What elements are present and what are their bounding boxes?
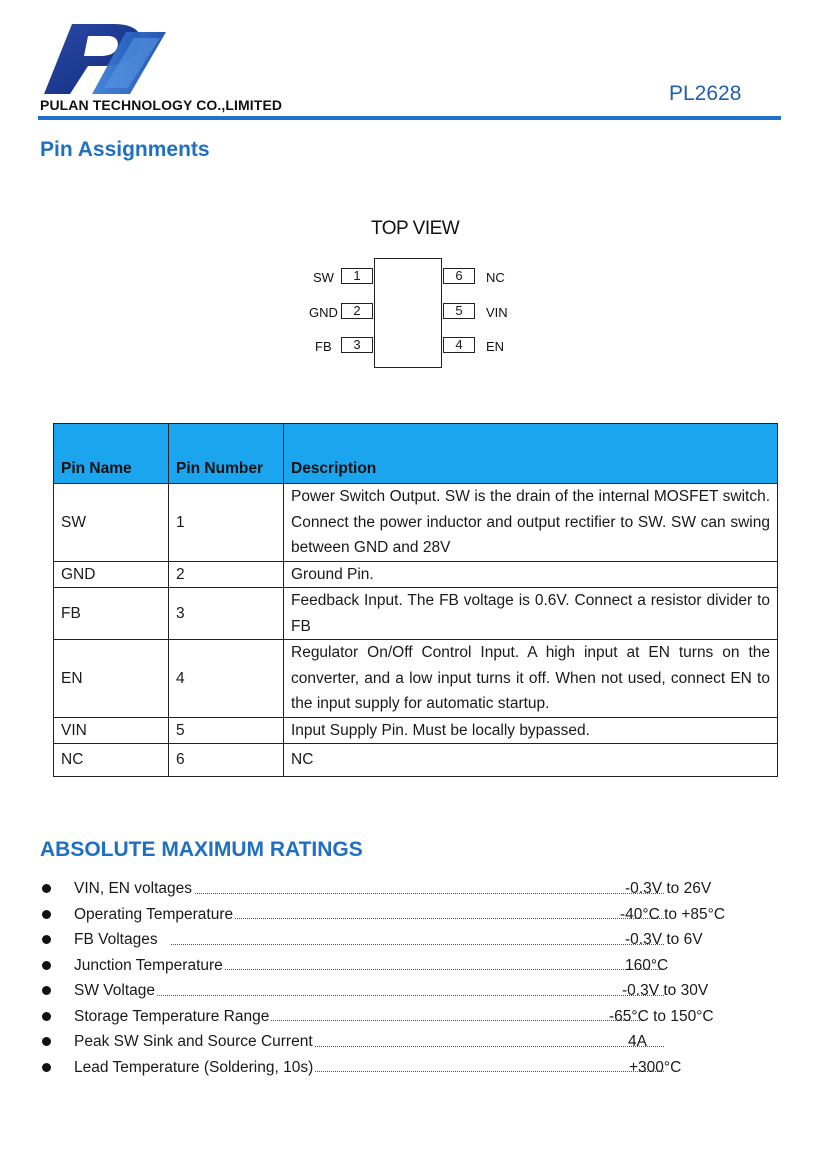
header-description: Description: [284, 424, 778, 484]
header-pin-name: Pin Name: [54, 424, 169, 484]
cell-description: Feedback Input. The FB voltage is 0.6V. Connect a resistor divider to FB: [284, 588, 778, 640]
table-row: [54, 588, 778, 640]
cell-description: Regulator On/Off Control Input. A high input at EN turns on the converter, and a low input turns it off. When not used, connect EN to the input supply for automatic startup.: [284, 640, 778, 718]
ratings-list: [40, 876, 760, 1080]
cell-pin-name: GND: [54, 561, 169, 588]
header-rule: [38, 116, 781, 120]
list-item: [40, 1004, 760, 1030]
rating-value: -0.3V to 26V: [625, 880, 712, 897]
rating-value: 160°C: [625, 956, 669, 974]
cell-pin-name: NC: [54, 744, 169, 777]
bullet-icon: [42, 884, 51, 893]
pin-box-3: 3: [341, 337, 373, 353]
bullet-icon: [42, 986, 51, 995]
list-item: [40, 876, 760, 902]
rating-label: Junction Temperature: [74, 953, 225, 979]
pin-assignments-title: Pin Assignments: [40, 138, 210, 161]
header-pin-number: Pin Number: [169, 424, 284, 484]
pin-table: [53, 423, 778, 777]
cell-description: NC: [284, 744, 778, 777]
top-view-label: TOP VIEW: [371, 218, 460, 239]
rating-label: FB Voltages: [74, 927, 170, 953]
list-item: [40, 1055, 760, 1081]
cell-pin-number: 6: [169, 744, 284, 777]
bullet-icon: [42, 961, 51, 970]
rating-value: -40°C to +85°C: [620, 905, 726, 923]
bullet-icon: [42, 1037, 51, 1046]
cell-pin-number: 5: [169, 717, 284, 744]
dot-leader: [74, 978, 664, 1004]
rating-value: +300°C: [629, 1058, 682, 1076]
pin-label-vin: VIN: [486, 305, 508, 320]
pin-label-en: EN: [486, 339, 505, 354]
pin-box-1: 1: [341, 268, 373, 284]
rating-label: Peak SW Sink and Source Current: [74, 1029, 315, 1055]
table-header-row: [54, 424, 778, 484]
bullet-icon: [42, 1012, 51, 1021]
rating-label: Lead Temperature (Soldering, 10s): [74, 1055, 315, 1081]
cell-pin-name: VIN: [54, 717, 169, 744]
pin-box-2: 2: [341, 303, 373, 319]
cell-pin-number: 1: [169, 484, 284, 562]
pin-box-4: 4: [443, 337, 475, 353]
cell-pin-number: 2: [169, 561, 284, 588]
cell-description: Ground Pin.: [284, 561, 778, 588]
table-row: [54, 717, 778, 744]
part-number: PL2628: [669, 82, 742, 105]
list-item: [40, 902, 760, 928]
table-row: [54, 744, 778, 777]
rating-value: -0.3V to 6V: [625, 931, 703, 948]
table-row: [54, 561, 778, 588]
amr-title: ABSOLUTE MAXIMUM RATINGS: [40, 838, 363, 861]
pin-label-gnd: GND: [309, 305, 338, 320]
list-item: [40, 927, 760, 953]
table-row: [54, 640, 778, 718]
chip-body: [374, 258, 442, 368]
bullet-icon: [42, 1063, 51, 1072]
rating-value: 4A: [628, 1033, 647, 1050]
pin-box-5: 5: [443, 303, 475, 319]
pulan-p-logo-icon: [42, 22, 168, 96]
company-name: PULAN TECHNOLOGY CO.,LIMITED: [40, 97, 283, 113]
table-row: [54, 484, 778, 562]
rating-value: -65°C to 150°C: [609, 1007, 714, 1025]
cell-pin-name: SW: [54, 484, 169, 562]
rating-label: Operating Temperature: [74, 902, 235, 928]
bullet-icon: [42, 910, 51, 919]
rating-value: -0.3V to 30V: [622, 982, 709, 999]
cell-pin-name: EN: [54, 640, 169, 718]
cell-description: Power Switch Output. SW is the drain of the internal MOSFET switch. Connect the power inductor and output rectifier to SW. SW can swing between GND and 28V: [284, 484, 778, 562]
rating-label: Storage Temperature Range: [74, 1004, 271, 1030]
rating-label: VIN, EN voltages: [74, 876, 194, 902]
pin-label-sw: SW: [313, 270, 334, 285]
cell-pin-number: 3: [169, 588, 284, 640]
rating-label: SW Voltage: [74, 978, 157, 1004]
cell-description: Input Supply Pin. Must be locally bypassed.: [284, 717, 778, 744]
cell-pin-number: 4: [169, 640, 284, 718]
bullet-icon: [42, 935, 51, 944]
pin-label-fb: FB: [315, 339, 332, 354]
pin-label-nc: NC: [486, 270, 505, 285]
cell-pin-name: FB: [54, 588, 169, 640]
list-item: [40, 953, 760, 979]
list-item: [40, 1029, 760, 1055]
list-item: [40, 978, 760, 1004]
pin-box-6: 6: [443, 268, 475, 284]
